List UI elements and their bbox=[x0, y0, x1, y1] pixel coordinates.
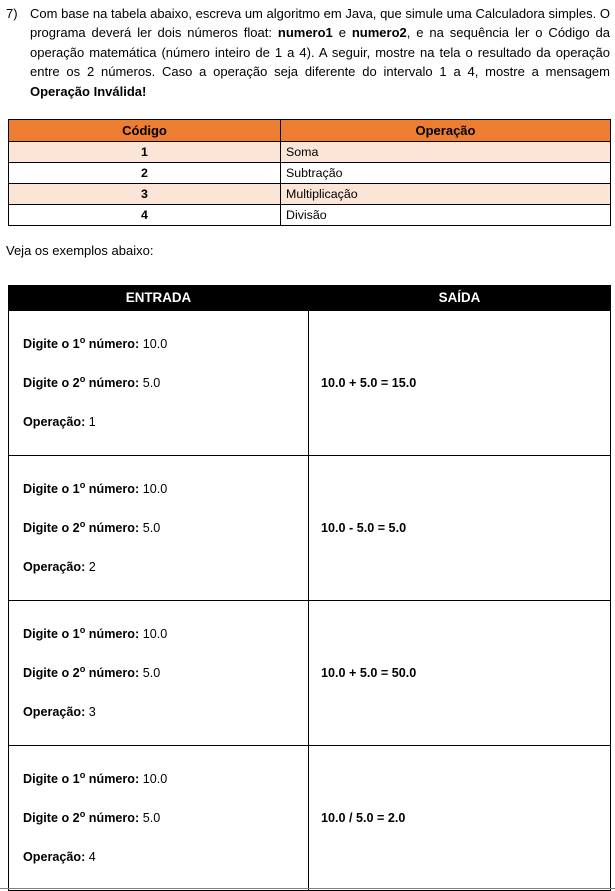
value-primeiro-numero: 10.0 bbox=[142, 627, 168, 641]
table-row bbox=[9, 601, 611, 746]
table-row bbox=[9, 746, 611, 891]
column-header-saida: SAÍDA bbox=[309, 286, 611, 311]
label-segundo-numero-rest: número: bbox=[85, 521, 140, 535]
ordinal-superscript: o bbox=[79, 334, 86, 345]
value-operacao: 1 bbox=[88, 415, 96, 429]
column-header-codigo: Código bbox=[9, 120, 281, 142]
label-primeiro-numero: Digite o 1 bbox=[23, 627, 80, 641]
question-bold-numero2: numero2 bbox=[351, 25, 407, 41]
entrada-primeiro-numero bbox=[23, 771, 308, 787]
label-segundo-numero-rest: número: bbox=[85, 376, 140, 390]
label-operacao: Operação: bbox=[23, 560, 86, 574]
entrada-operacao bbox=[23, 704, 308, 720]
label-segundo-numero: Digite o 2 bbox=[23, 666, 80, 680]
cell-saida bbox=[309, 746, 611, 891]
cell-codigo: 2 bbox=[9, 163, 281, 184]
table-row bbox=[9, 142, 611, 163]
value-operacao: 4 bbox=[88, 850, 96, 864]
table-row bbox=[9, 311, 611, 456]
cell-saida bbox=[309, 311, 611, 456]
question-bold-operacao-invalida: Operação Inválida! bbox=[30, 83, 147, 99]
label-segundo-numero: Digite o 2 bbox=[23, 811, 80, 825]
cell-entrada bbox=[9, 746, 309, 891]
ordinal-superscript: o bbox=[79, 808, 86, 819]
question-text-part1: Com base na tabela abaixo, escreva um algoritmo em Java, que simule uma Calculadora simples. O programa deverá ler dois números float: bbox=[30, 6, 610, 41]
table-header-row bbox=[9, 120, 611, 142]
saida-text: 10.0 / 5.0 = 2.0 bbox=[321, 811, 406, 825]
entrada-primeiro-numero bbox=[23, 481, 308, 497]
entrada-primeiro-numero bbox=[23, 336, 308, 352]
entrada-saida-table bbox=[8, 285, 611, 891]
label-primeiro-numero-rest: número: bbox=[85, 627, 140, 641]
label-segundo-numero: Digite o 2 bbox=[23, 376, 80, 390]
label-segundo-numero-rest: número: bbox=[85, 666, 140, 680]
label-primeiro-numero: Digite o 1 bbox=[23, 337, 80, 351]
cell-entrada bbox=[9, 456, 309, 601]
value-segundo-numero: 5.0 bbox=[142, 666, 161, 680]
question-text-part2: e bbox=[332, 25, 352, 41]
column-header-entrada: ENTRADA bbox=[9, 286, 309, 311]
cell-operacao: Divisão bbox=[281, 205, 611, 226]
ordinal-superscript: o bbox=[79, 663, 86, 674]
table-row bbox=[9, 163, 611, 184]
cell-saida bbox=[309, 456, 611, 601]
question-bold-numero1: numero1 bbox=[277, 25, 333, 41]
table-row bbox=[9, 184, 611, 205]
label-operacao: Operação: bbox=[23, 705, 86, 719]
table-row bbox=[9, 456, 611, 601]
saida-text: 10.0 + 5.0 = 50.0 bbox=[321, 666, 417, 680]
label-primeiro-numero-rest: número: bbox=[85, 772, 140, 786]
cell-entrada bbox=[9, 601, 309, 746]
codigo-operacao-table bbox=[8, 119, 611, 226]
question-text bbox=[30, 4, 610, 101]
cell-codigo: 3 bbox=[9, 184, 281, 205]
table-header-row bbox=[9, 286, 611, 311]
label-segundo-numero-rest: número: bbox=[85, 811, 140, 825]
value-operacao: 2 bbox=[88, 560, 96, 574]
entrada-segundo-numero bbox=[23, 520, 308, 536]
label-operacao: Operação: bbox=[23, 415, 86, 429]
cell-operacao: Soma bbox=[281, 142, 611, 163]
value-primeiro-numero: 10.0 bbox=[142, 482, 168, 496]
ordinal-superscript: o bbox=[79, 479, 86, 490]
question-block bbox=[6, 4, 610, 101]
cell-saida bbox=[309, 601, 611, 746]
label-segundo-numero: Digite o 2 bbox=[23, 521, 80, 535]
ordinal-superscript: o bbox=[79, 518, 86, 529]
cell-operacao: Subtração bbox=[281, 163, 611, 184]
page-bottom-edge bbox=[0, 888, 615, 889]
label-operacao: Operação: bbox=[23, 850, 86, 864]
value-primeiro-numero: 10.0 bbox=[142, 337, 168, 351]
value-primeiro-numero: 10.0 bbox=[142, 772, 168, 786]
saida-text: 10.0 + 5.0 = 15.0 bbox=[321, 376, 417, 390]
cell-codigo: 1 bbox=[9, 142, 281, 163]
label-primeiro-numero-rest: número: bbox=[85, 337, 140, 351]
label-primeiro-numero: Digite o 1 bbox=[23, 772, 80, 786]
column-header-operacao: Operação bbox=[281, 120, 611, 142]
entrada-primeiro-numero bbox=[23, 626, 308, 642]
table-row bbox=[9, 205, 611, 226]
cell-operacao: Multiplicação bbox=[281, 184, 611, 205]
value-segundo-numero: 5.0 bbox=[142, 811, 161, 825]
cell-entrada bbox=[9, 311, 309, 456]
question-number: 7) bbox=[6, 6, 18, 21]
entrada-operacao bbox=[23, 414, 308, 430]
label-primeiro-numero: Digite o 1 bbox=[23, 482, 80, 496]
value-operacao: 3 bbox=[88, 705, 96, 719]
entrada-operacao bbox=[23, 849, 308, 865]
value-segundo-numero: 5.0 bbox=[142, 376, 161, 390]
entrada-operacao bbox=[23, 559, 308, 575]
question-text-part3: , e na sequência ler o Código da operação matemática (número inteiro de 1 a 4). A seguir, mostre na tela o resultado da operação entre os 2 números. Caso a operação seja diferente do intervalo 1 a 4, mostre a mensagem bbox=[30, 25, 610, 80]
ordinal-superscript: o bbox=[79, 373, 86, 384]
ordinal-superscript: o bbox=[79, 769, 86, 780]
entrada-segundo-numero bbox=[23, 810, 308, 826]
cell-codigo: 4 bbox=[9, 205, 281, 226]
entrada-segundo-numero bbox=[23, 375, 308, 391]
label-primeiro-numero-rest: número: bbox=[85, 482, 140, 496]
ordinal-superscript: o bbox=[79, 624, 86, 635]
value-segundo-numero: 5.0 bbox=[142, 521, 161, 535]
saida-text: 10.0 - 5.0 = 5.0 bbox=[321, 521, 407, 535]
examples-intro-text: Veja os exemplos abaixo: bbox=[6, 243, 154, 258]
entrada-segundo-numero bbox=[23, 665, 308, 681]
